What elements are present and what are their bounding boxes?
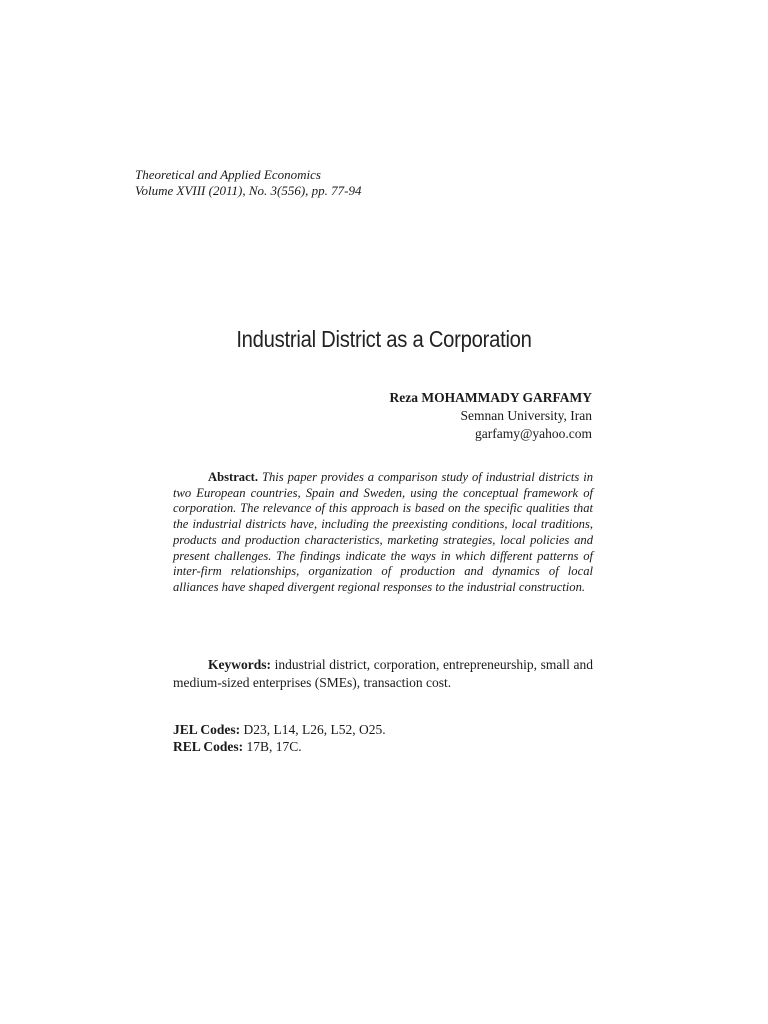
author-email: garfamy@yahoo.com	[474, 426, 592, 441]
keywords	[173, 656, 593, 692]
abstract-text: This paper provides a comparison study of industrial districts in two European countries, Spain and Sweden, using the conceptual framework of corporation. The relevance of this approach is based on the specific qualities that the industrial districts have, including the preexisting conditions, local traditions, products and production characteristics, marketing strategies, local policies and present challenges. The findings indicate the ways in which different patterns of inter-firm relationships, organization of production and dynamics of local alliances have shaped divergent regional responses to the industrial construction.	[173, 470, 593, 594]
keywords-label: Keywords:	[208, 657, 271, 672]
journal-volume: Volume XVIII (2011), No. 3(556), pp. 77-94	[135, 183, 362, 198]
author-name: Reza MOHAMMADY GARFAMY	[389, 390, 592, 405]
classification-codes	[173, 721, 386, 755]
journal-header	[135, 167, 362, 199]
keywords-text: industrial district, corporation, entrepreneurship, small and medium-sized enterprises (SMEs), transaction cost.	[173, 657, 594, 690]
paper-title: Industrial District as a Corporation	[236, 326, 532, 352]
jel-codes-value: D23, L14, L26, L52, O25.	[243, 722, 386, 737]
author-affiliation: Semnan University, Iran	[460, 408, 592, 423]
jel-codes	[173, 721, 386, 738]
journal-name: Theoretical and Applied Economics	[135, 167, 321, 182]
jel-codes-label: JEL Codes:	[173, 722, 241, 737]
author-block	[390, 389, 592, 443]
rel-codes	[173, 738, 386, 755]
rel-codes-value: 17B, 17C.	[246, 739, 302, 754]
abstract-label: Abstract.	[208, 470, 259, 484]
rel-codes-label: REL Codes:	[173, 739, 244, 754]
abstract	[173, 470, 593, 596]
